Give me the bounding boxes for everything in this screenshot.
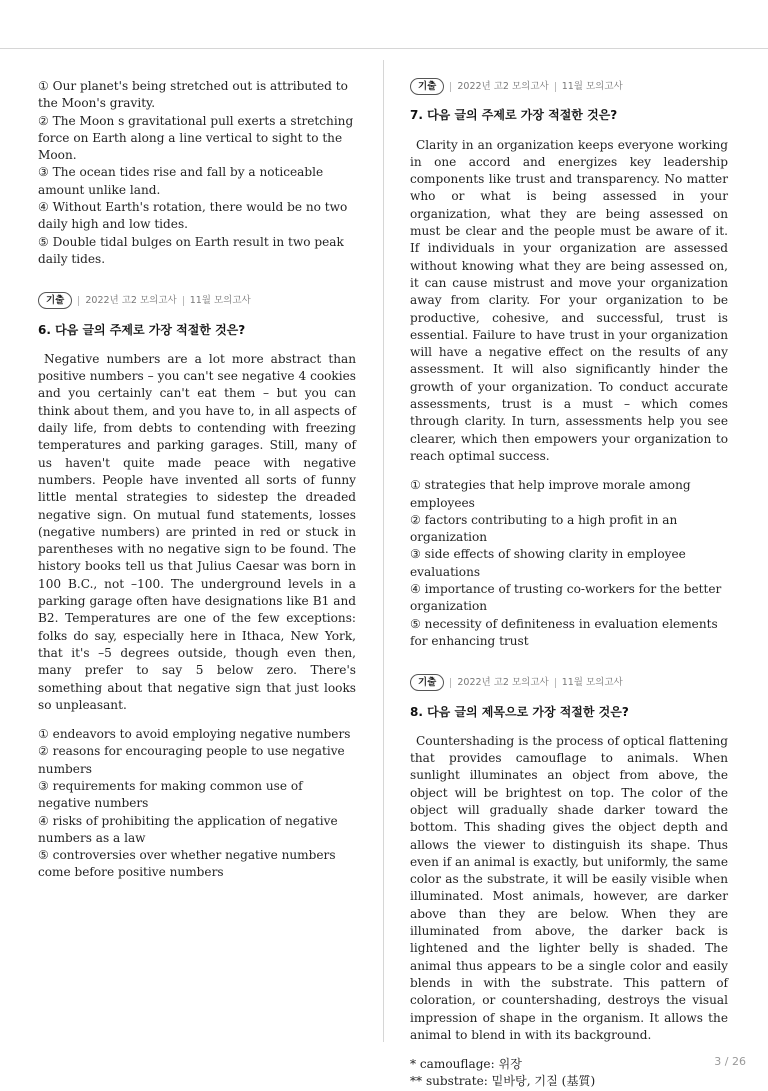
q8-source-badge: 기출 <box>410 674 444 691</box>
right-column <box>410 78 728 1091</box>
q6-exam-year: 2022년 고2 모의고사 <box>85 295 177 307</box>
q7-source-line <box>410 78 728 95</box>
q7-exam-year: 2022년 고2 모의고사 <box>457 81 549 92</box>
choice-item: ④ Without Earth's rotation, there would be no two daily high and low tides. <box>38 200 348 232</box>
q6-source-badge: 기출 <box>38 292 72 309</box>
choice-item: ② factors contributing to a high profit in an organization <box>410 512 678 545</box>
column-divider <box>383 60 384 1042</box>
q8-passage: Countershading is the process of optical flattening that provides camouflage to animals. When sunlight illuminates an object from above, the object will be brightest on top. The color of the object will gradually shade darker toward the bottom. This shading gives the object depth and allows the viewer to distinguish its shape. Thus even if an animal is exactly, but uniformly, the same color as the substrate, it will be easily visible when illuminated. Most animals, however, are darker above than they are below. When they are illuminated from above, the darker back is lightened and the lighter belly is shaded. The animal thus appears to be a single color and easily blends in with the substrate. This pattern of coloration, or countershading, destroys the visual impression of shape in the organism. It allows the animal to blend in with its background. <box>410 733 728 1042</box>
choice-item: ⑤ controversies over whether negative numbers come before positive numbers <box>38 848 336 880</box>
q7-title: 7. 다음 글의 주제로 가장 적절한 것은? <box>410 108 618 123</box>
footnote: ** substrate: 밑바탕, 기질 (基質) <box>410 1074 596 1089</box>
separator <box>555 678 556 688</box>
choice-item: ① strategies that help improve morale among employees <box>410 478 691 510</box>
page-number: 3 / 26 <box>714 1055 746 1068</box>
prev-question-choices <box>38 78 356 268</box>
q6-title: 6. 다음 글의 주제로 가장 적절한 것은? <box>38 322 246 337</box>
separator <box>450 82 451 92</box>
choice-item: ② The Moon s gravitational pull exerts a stretching force on Earth along a line vertical to sight to the Moon. <box>38 113 354 163</box>
separator <box>450 678 451 688</box>
q6-choices <box>38 726 356 882</box>
choice-item: ② reasons for encouraging people to use negative numbers <box>38 744 345 776</box>
separator <box>78 296 79 306</box>
q7-passage: Clarity in an organization keeps everyone working in one accord and energizes key leadership components like trust and transparency. No matter who or what is being assessed in your organization, what they are being assessed on must be clear and the people must be aware of it. If individuals in your organization are assessed without knowing what they are being assessed on, it can cause mistrust and move your organization away from clarity. For your organization to be productive, cohesive, and successful, trust is essential. Failure to have trust in your organization will have a negative effect on the results of any assessment. It will also significantly hinder the growth of your organization. To conduct accurate assessments, trust is a must – which comes through clarity. In turn, assessments help you see clearer, which then empowers your organization to reach optimal success. <box>410 137 728 463</box>
q8-exam-year: 2022년 고2 모의고사 <box>457 677 549 689</box>
choice-item: ① Our planet's being stretched out is attributed to the Moon's gravity. <box>38 79 348 111</box>
q7-choices <box>410 477 728 650</box>
choice-item: ⑤ Double tidal bulges on Earth result in two peak daily tides. <box>38 234 344 266</box>
choice-item: ④ risks of prohibiting the application of negative numbers as a law <box>38 813 338 845</box>
q8-title: 8. 다음 글의 제목으로 가장 적절한 것은? <box>410 704 629 719</box>
left-column <box>38 78 356 882</box>
choice-item: ① endeavors to avoid employing negative numbers <box>38 727 351 742</box>
separator <box>555 82 556 92</box>
q6-exam-month: 11월 모의고사 <box>189 295 251 307</box>
q7-exam-month: 11월 모의고사 <box>561 81 623 92</box>
q8-exam-month: 11월 모의고사 <box>561 677 623 689</box>
choice-item: ③ requirements for making common use of negative numbers <box>38 778 303 811</box>
choice-item: ③ side effects of showing clarity in employee evaluations <box>410 547 686 579</box>
choice-item: ③ The ocean tides rise and fall by a noticeable amount unlike land. <box>38 165 324 197</box>
q6-passage: Negative numbers are a lot more abstract than positive numbers – you can't see negative 4 cookies and you certainly can't eat them – but you can think about them, and you have to, in all aspects of daily life, from debts to contending with freezing temperatures and parking garages. Still, many of us haven't quite made peace with negative numbers. People have invented all sorts of funny little mental strategies to sidestep the dreaded negative sign. On mutual fund statements, losses (negative numbers) are printed in red or stuck in parentheses with no negative sign to be found. The history books tell us that Julius Caesar was born in 100 B.C., not –100. The underground levels in a parking garage often have designations like B1 and B2. Temperatures are one of the few exceptions: folks do say, especially here in Ithaca, New York, that it's –5 degrees outside, though even then, many prefer to say 5 below zero. There's something about that negative sign that just looks so unpleasant. <box>38 351 356 712</box>
q6-source-line <box>38 292 356 309</box>
header-rule <box>0 48 768 49</box>
choice-item: ⑤ necessity of definiteness in evaluation elements for enhancing trust <box>410 616 718 648</box>
footnote: * camouflage: 위장 <box>410 1057 522 1072</box>
separator <box>183 296 184 306</box>
q8-source-line <box>410 674 728 691</box>
q7-source-badge: 기출 <box>410 78 444 95</box>
choice-item: ④ importance of trusting co-workers for the better organization <box>410 582 722 614</box>
